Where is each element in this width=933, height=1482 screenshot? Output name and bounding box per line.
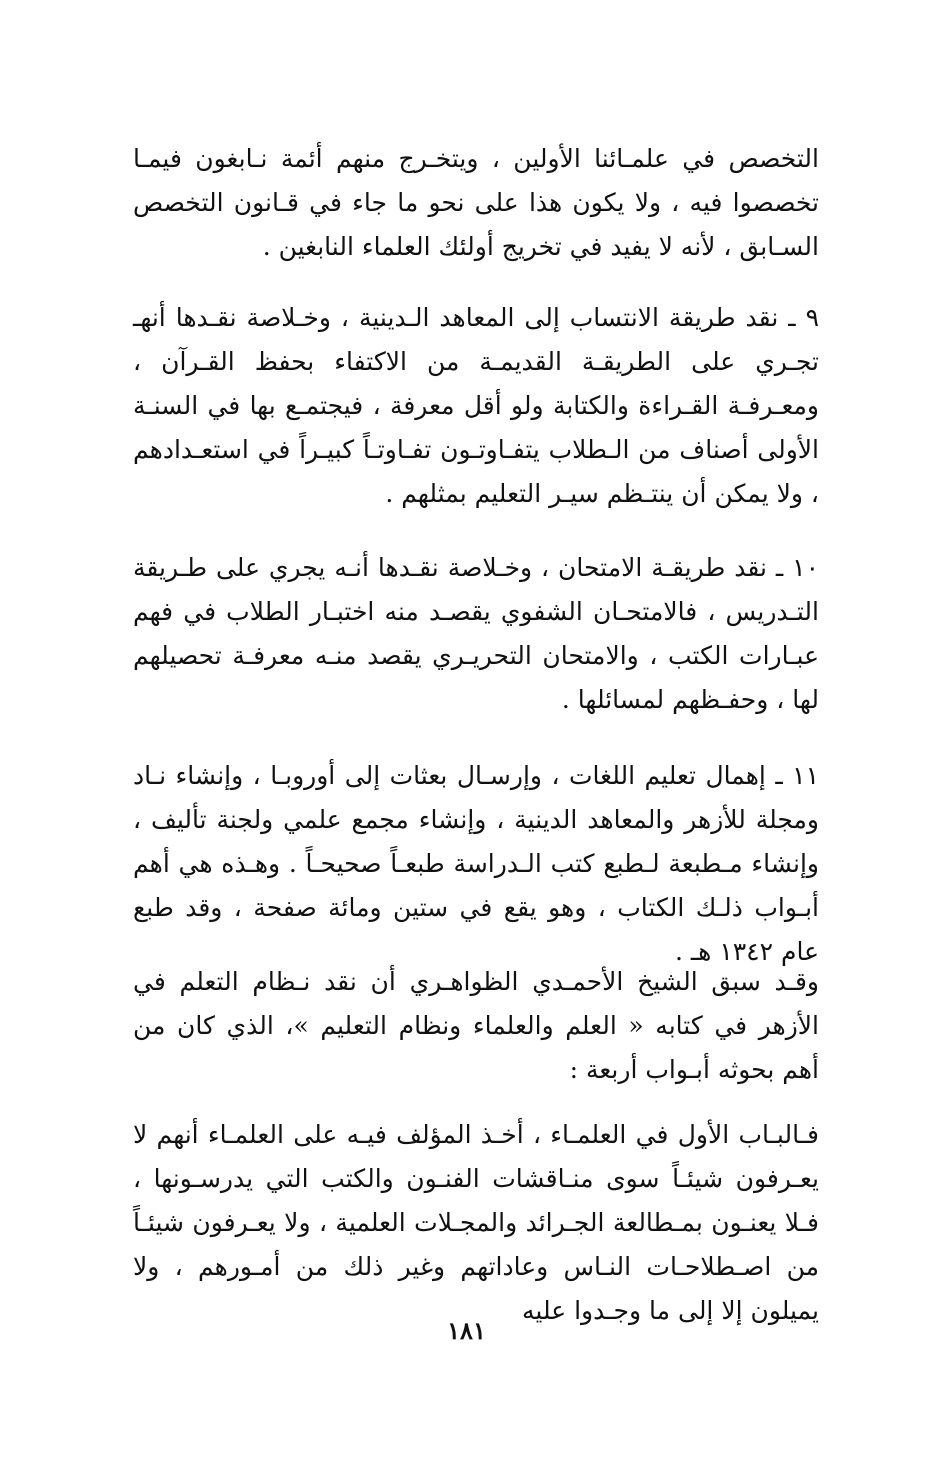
- paragraph-zawahiri-intro: وقـد سبق الشيخ الأحمـدي الظواهـري أن نقد نـظام التعلم في الأزهر في كتابه « العلم والعلماء ونظام التعليم »، الذي كان من أهم بحوثه أبـواب أربعة :: [133, 967, 819, 1084]
- paragraph-item-9: ٩ ـ نقد طريقة الانتساب إلى المعاهد الـدينية ، وخـلاصة نقـدها أنهـ تجـري على الطريقـة القديمـة من الاكتفاء بحفظ القـرآن ، ومعـرفـة القـراءة والكتابة ولو أقل معرفة ، فيجتمـع بها في السنـة الأولى أصناف من الـطلاب يتفـاوتـون تفـاوتـاً كبيـراً في استعـدادهم ، ولا يمكن أن ينتـظم سيـر التعليم بمثلهم .: [133, 303, 819, 508]
- page-number: ١٨١: [447, 1316, 486, 1345]
- paragraph-first-chapter: فـالبـاب الأول في العلمـاء ، أخـذ المؤلف فيـه على العلمـاء أنهم لا يعـرفون شيئـاً سوى منـاقشات الفنـون والكتب التي يدرسـونها ، فـلا يعنـون بمـطالعة الجـرائد والمجـلات العلمية ، ولا يعـرفون شيئـاً من اصـطلاحـات النـاس وعاداتهم وغير ذلك من أمـورهم ، ولا يميلون إلا إلى ما وجـدوا عليه: [133, 1120, 819, 1325]
- paragraph-item-11: ١١ ـ إهمال تعليم اللغات ، وإرسـال بعثات إلى أوروبـا ، وإنشاء نـاد ومجلة للأزهر والمعاهد الدينية ، وإنشاء مجمع علمي ولجنة تأليف ، وإنشاء مـطبعة لـطبع كتب الـدراسة طبعـاً صحيحـاً . وهـذه هي أهم أبـواب ذلـك الكتاب ، وهو يقع في ستين ومائة صفحة ، وقد طبع عام ١٣٤٢ هـ .: [133, 761, 819, 966]
- paragraph-specialization-continuation: التخصص في علمـائنا الأولين ، ويتخـرج منهم أئمة نـابغون فيمـا تخصصوا فيه ، ولا يكون هذا على نحو ما جاء في قـانون التخصص السـابق ، لأنه لا يفيد في تخريج أولئك العلماء النابغين .: [133, 144, 819, 261]
- paragraph-item-10: ١٠ ـ نقد طريقـة الامتحان ، وخـلاصة نقـدها أنـه يجري على طـريقة التـدريس ، فالامتحـان الشفوي يقصـد منه اختبـار الطلاب في فهم عبـارات الكتب ، والامتحان التحريـري يقصد منـه معرفـة تحصيلهم لها ، وحفـظهم لمسائلها .: [133, 553, 819, 714]
